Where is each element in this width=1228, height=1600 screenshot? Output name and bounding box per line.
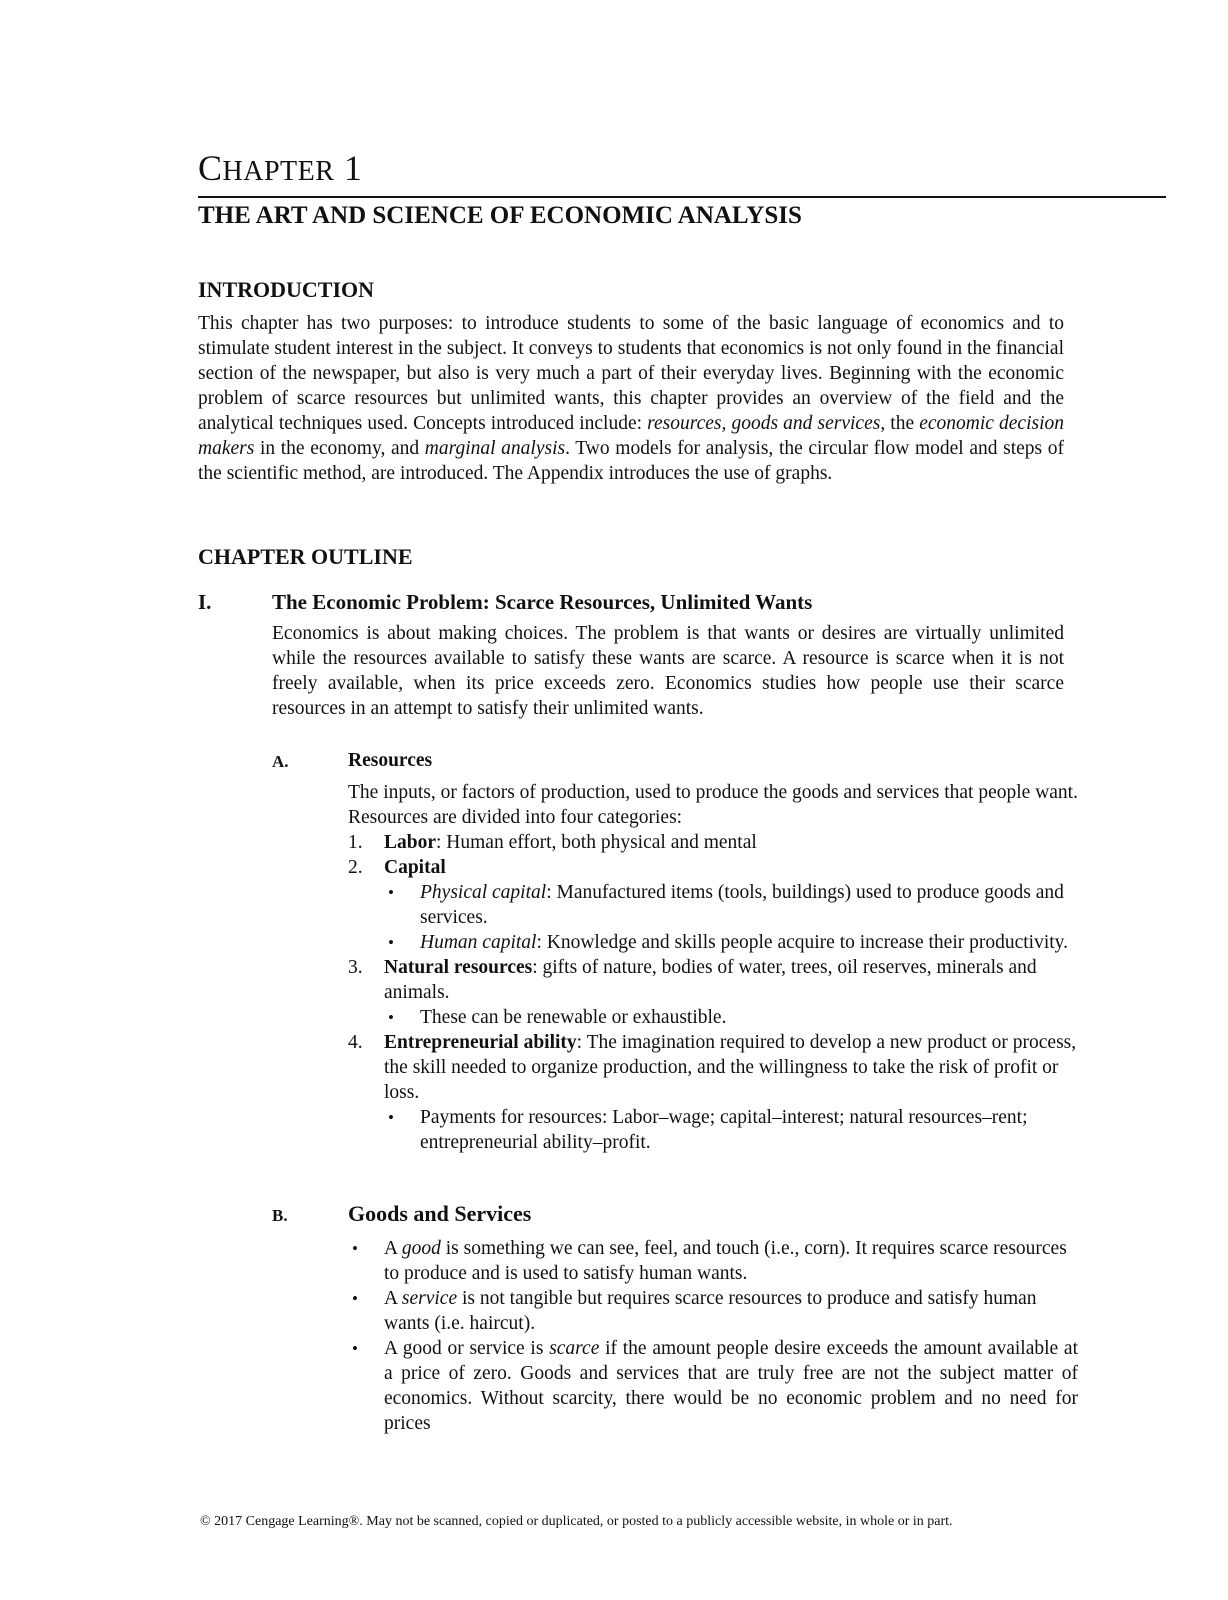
term-labor: Labor	[384, 832, 437, 853]
subsection-a-letter: A.	[272, 752, 289, 771]
term-physical-capital: Physical capital	[420, 882, 547, 903]
term-human-capital: Human capital	[420, 932, 537, 953]
list-item-capital	[348, 855, 1078, 955]
intro-text-1: This chapter has two purposes: to introduce students to some of the basic language of economics and to stimulate student interest in the subject. It conveys to students that economics is not only found in the financial section of the newspaper, but also is very much a part of their everyday lives. Beginning with the economic problem of scarce resources but unlimited wants, this chapter provides an overview of the field and the analytical techniques used. Concepts introduced include:	[198, 313, 1064, 434]
list-number: 3.	[348, 957, 363, 978]
entrepreneurial-ability-text: : The imagination required to develop a new product or process, the skill needed to organize production, and the willingness to take the risk of profit or loss.	[384, 1032, 1077, 1103]
chapter-label	[198, 150, 362, 186]
resources-content	[348, 780, 1078, 1155]
chapter-label-initial: C	[198, 148, 223, 188]
list-item-labor	[348, 830, 1078, 855]
section-paragraph: Economics is about making choices. The problem is that wants or desires are virtually unlimited while the resources available to satisfy these wants are scarce. A resource is scarce when it is not freely available, when its price exceeds zero. Economics studies how people use their scarce resources in an attempt to satisfy their unlimited wants.	[272, 623, 1064, 719]
entrepreneurial-bullets	[384, 1105, 1078, 1155]
term-entrepreneurial-ability: Entrepreneurial ability	[384, 1032, 577, 1053]
intro-text-3: in the economy, and	[254, 438, 425, 459]
chapter-label-rest: HAPTER	[222, 156, 335, 187]
bullet-icon: •	[352, 1289, 358, 1308]
goods-services-bullets	[348, 1236, 1078, 1436]
capital-bullets	[384, 880, 1078, 955]
term-service: service	[401, 1288, 458, 1309]
section-title: The Economic Problem: Scarce Resources, Unlimited Wants	[272, 590, 813, 614]
bullet-icon: •	[388, 1108, 394, 1127]
term-natural-resources: Natural resources	[384, 957, 533, 978]
bullet-icon: •	[388, 883, 394, 902]
subsection-a-title: Resources	[348, 750, 433, 771]
natural-resources-text: : gifts of nature, bodies of water, trees, oil reserves, minerals and animals.	[384, 957, 1037, 1003]
subsection-b-letter: B.	[272, 1206, 288, 1225]
term-capital: Capital	[384, 857, 446, 878]
intro-text-2: , the	[880, 413, 920, 434]
human-capital-text: : Knowledge and skills people acquire to increase their productivity.	[536, 932, 1069, 953]
list-item	[384, 1005, 1078, 1030]
list-item	[384, 930, 1078, 955]
bullet-icon: •	[352, 1339, 358, 1358]
resources-intro: The inputs, or factors of production, used to produce the goods and services that people want. Resources are divided into four categories:	[348, 782, 1078, 828]
bullet-icon: •	[352, 1239, 358, 1258]
copyright-footer: © 2017 Cengage Learning®. May not be scanned, copied or duplicated, or posted to a publicly accessible website, in whole or in part.	[200, 1514, 953, 1529]
list-item	[384, 1105, 1078, 1155]
list-number: 2.	[348, 857, 363, 878]
service-text-pre: A	[384, 1288, 402, 1309]
scarce-text-post: if the amount people desire exceeds the amount available at a price of zero. Goods and services that are truly free are not the subject matter of economics. Without scarcity, there would be no economic problem and no need for prices	[384, 1338, 1078, 1434]
chapter-divider	[198, 196, 1166, 198]
payments-note: Payments for resources: Labor–wage; capital–interest; natural resources–rent; entrepreneurial ability–profit.	[420, 1107, 1028, 1153]
intro-term-decision-makers: economic decision makers	[198, 413, 1064, 459]
list-number: 4.	[348, 1032, 363, 1053]
list-item	[384, 880, 1078, 930]
list-item	[348, 1236, 1078, 1286]
chapter-number: 1	[343, 148, 363, 188]
list-item-entrepreneurial-ability	[348, 1030, 1078, 1155]
introduction-heading: INTRODUCTION	[198, 277, 375, 302]
list-item	[348, 1336, 1078, 1436]
physical-capital-text: : Manufactured items (tools, buildings) used to produce goods and services.	[420, 882, 1064, 928]
natural-resources-bullets	[384, 1005, 1078, 1030]
service-text-post: is not tangible but requires scarce resources to produce and satisfy human wants (i.e. haircut).	[384, 1288, 1037, 1334]
list-item-natural-resources	[348, 955, 1078, 1030]
intro-term-marginal-analysis: marginal analysis	[424, 438, 566, 459]
natural-resources-note: These can be renewable or exhaustible.	[420, 1007, 727, 1028]
term-scarce: scarce	[549, 1338, 600, 1359]
term-good: good	[401, 1238, 441, 1259]
list-item	[348, 1286, 1078, 1336]
section-numeral: I.	[198, 590, 212, 614]
good-text-post: is something we can see, feel, and touch (i.e., corn). It requires scarce resources to produce and is used to satisfy human wants.	[384, 1238, 1067, 1284]
subsection-b-title: Goods and Services	[348, 1201, 532, 1226]
scarce-text-pre: A good or service is	[384, 1338, 550, 1359]
chapter-title: THE ART AND SCIENCE OF ECONOMIC ANALYSIS	[198, 202, 802, 229]
list-number: 1.	[348, 832, 363, 853]
introduction-paragraph	[198, 311, 1064, 486]
labor-text: : Human effort, both physical and mental	[436, 832, 757, 853]
intro-text-4: . Two models for analysis, the circular flow model and steps of the scientific method, are introduced. The Appendix introduces the use of graphs.	[198, 438, 1065, 484]
chapter-outline-heading: CHAPTER OUTLINE	[198, 544, 413, 569]
bullet-icon: •	[388, 1008, 394, 1027]
goods-services-content	[348, 1236, 1078, 1436]
good-text-pre: A	[384, 1238, 402, 1259]
bullet-icon: •	[388, 933, 394, 952]
intro-term-resources: resources, goods and services	[647, 413, 881, 434]
